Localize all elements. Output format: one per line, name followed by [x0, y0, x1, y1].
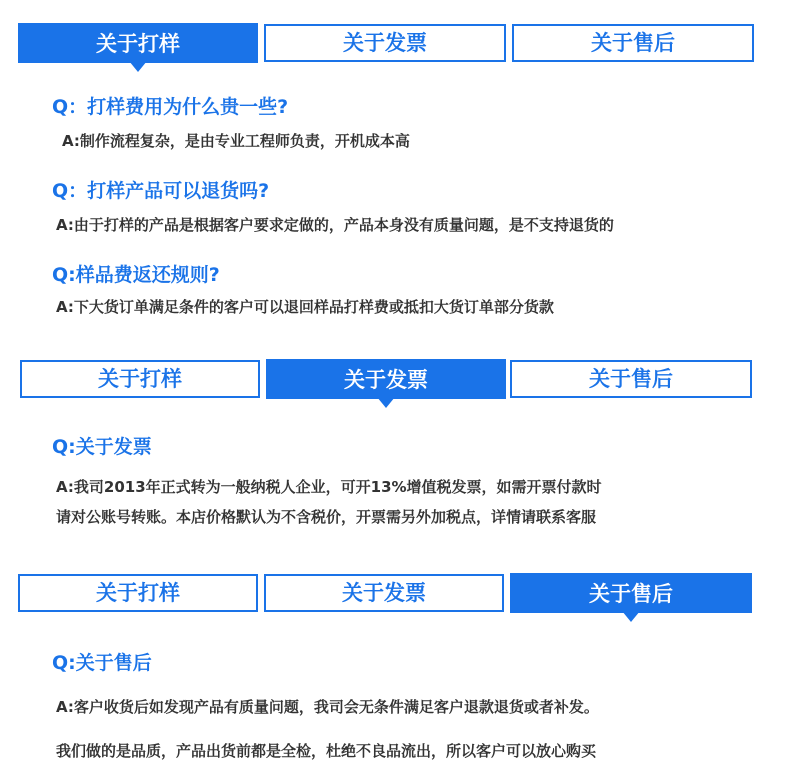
tab-sample[interactable] [18, 23, 258, 63]
tab-aftersale[interactable] [510, 360, 752, 398]
tab-pointer-icon [377, 397, 395, 408]
tab-label: 关于打样 [98, 367, 182, 391]
tab-invoice[interactable] [264, 24, 506, 62]
tab-pointer-icon [622, 611, 640, 622]
tab-label: 关于售后 [591, 31, 675, 55]
answer: A:我司2013年正式转为一般纳税人企业，可开13%增值税发票，如需开票付款时 [56, 478, 602, 496]
tab-label: 关于打样 [96, 32, 180, 56]
question: Q：打样产品可以退货吗? [52, 180, 270, 202]
answer: A:由于打样的产品是根据客户要求定做的，产品本身没有质量问题，是不支持退货的 [56, 216, 614, 234]
section-sample [0, 24, 790, 324]
tab-sample[interactable] [18, 574, 258, 612]
tab-aftersale[interactable] [512, 24, 754, 62]
question: Q:样品费返还规则? [52, 264, 220, 286]
tab-sample[interactable] [20, 360, 260, 398]
tab-label: 关于发票 [342, 581, 426, 605]
answer: 请对公账号转账。本店价格默认为不含税价，开票需另外加税点，详情请联系客服 [56, 508, 597, 526]
tab-bar [0, 574, 790, 634]
tab-label: 关于发票 [343, 31, 427, 55]
tab-bar [0, 24, 790, 84]
question: Q:关于发票 [52, 436, 152, 458]
answer: A:客户收货后如发现产品有质量问题，我司会无条件满足客户退款退货或者补发。 [56, 698, 599, 716]
answer: A:下大货订单满足条件的客户可以退回样品打样费或抵扣大货订单部分货款 [56, 298, 554, 316]
tab-label: 关于售后 [589, 582, 673, 606]
tab-bar [0, 360, 790, 420]
tab-aftersale[interactable] [510, 573, 752, 613]
tab-label: 关于售后 [589, 367, 673, 391]
tab-label: 关于打样 [96, 581, 180, 605]
question: Q:关于售后 [52, 652, 152, 674]
answer: A:制作流程复杂，是由专业工程师负责，开机成本高 [62, 132, 410, 150]
section-aftersale [0, 574, 790, 774]
tab-invoice[interactable] [266, 359, 506, 399]
tab-label: 关于发票 [344, 368, 428, 392]
section-invoice [0, 360, 790, 540]
question: Q：打样费用为什么贵一些? [52, 96, 289, 118]
answer: 我们做的是品质，产品出货前都是全检，杜绝不良品流出，所以客户可以放心购买 [56, 742, 597, 760]
tab-invoice[interactable] [264, 574, 504, 612]
tab-pointer-icon [129, 61, 147, 72]
